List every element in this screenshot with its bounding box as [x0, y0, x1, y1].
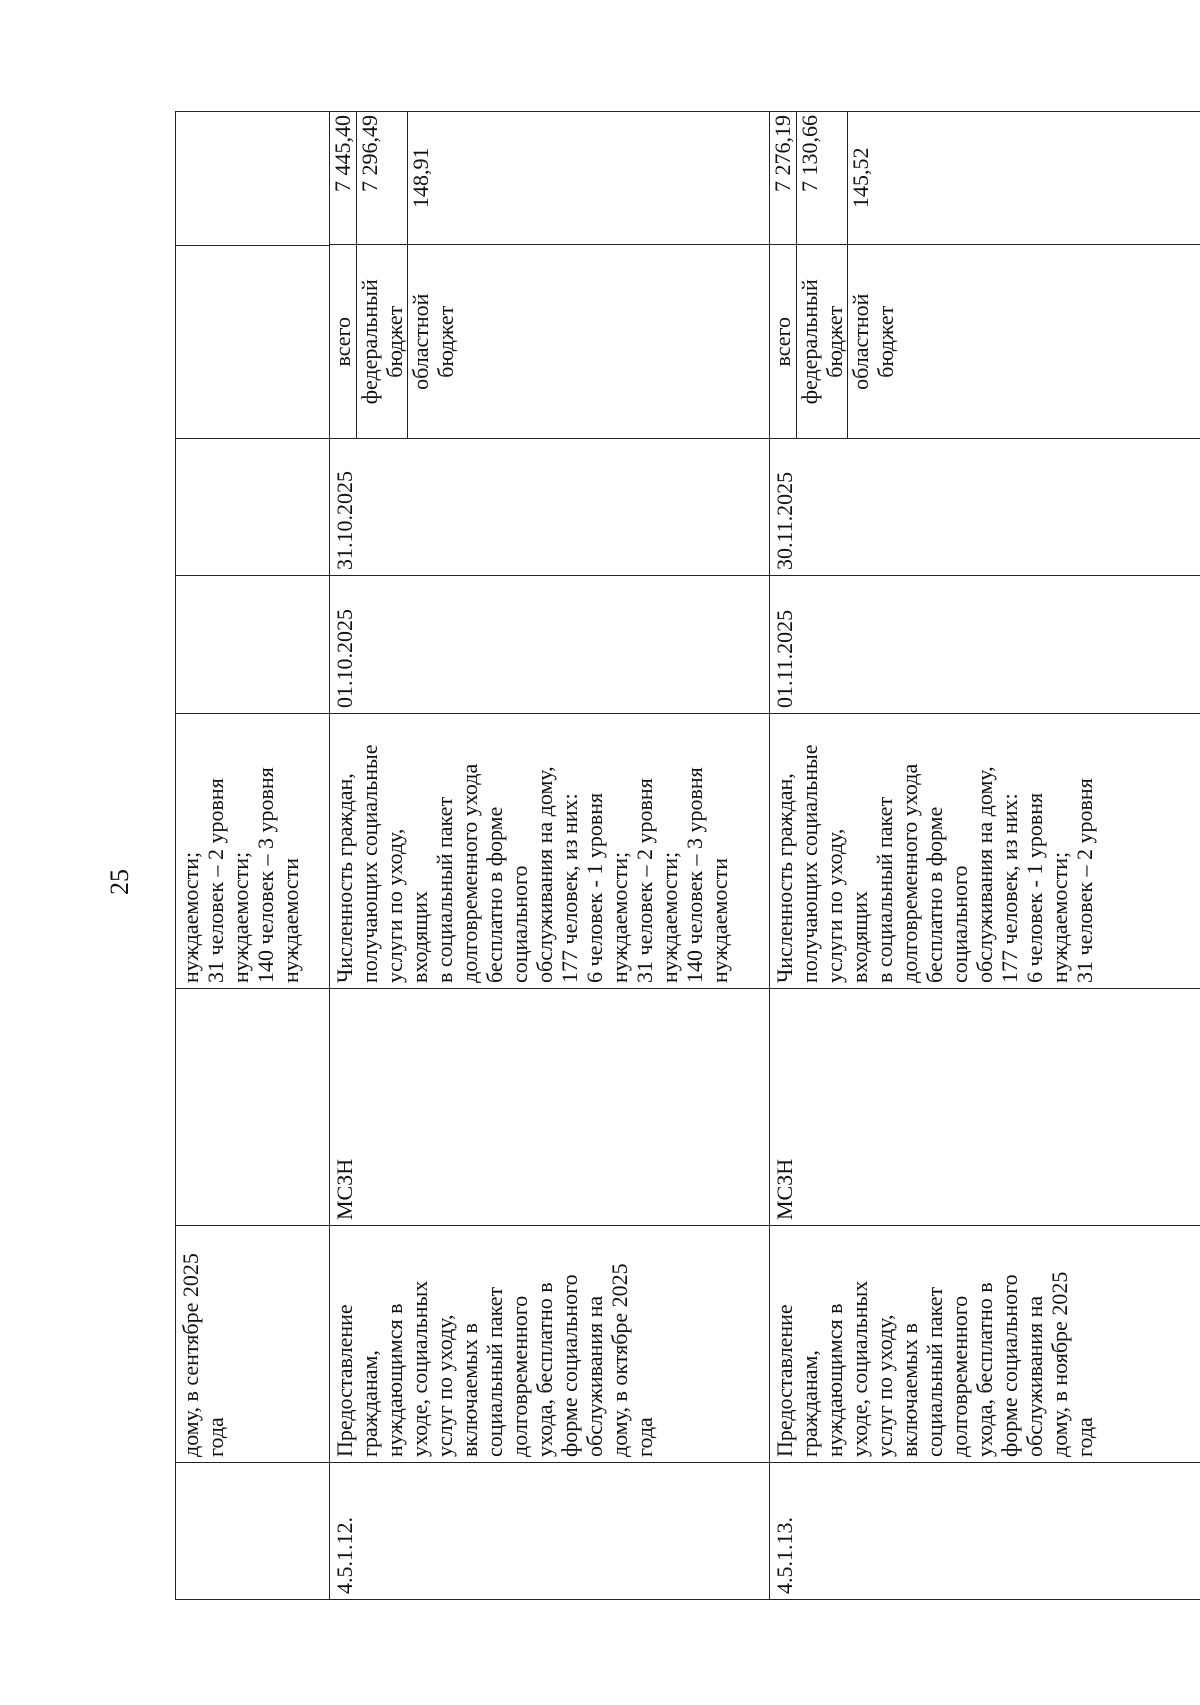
start-date-cell [176, 576, 330, 714]
event-cell: Предоставление гражданам, нуждающимся в уходе, социальных услуг по уходу, включаемых в социальный пакет долговременного ухода, бесплатно в форме социального обслуживания на дому, в октябре 2025 года [330, 1226, 770, 1463]
funding-source-total: всего [770, 245, 796, 438]
funding-source-regional: областной бюджет [407, 245, 769, 438]
funding-source-cell [176, 246, 330, 439]
row-id-cell [176, 1463, 330, 1600]
funding-amount-total: 7 276,19 [770, 111, 796, 245]
rotated-table-container [175, 112, 1200, 1600]
event-cell: Предоставление гражданам, нуждающимся в уходе, социальных услуг по уходу, включаемых в социальный пакет долговременного ухода, бесплатно в форме социального обслуживания на дому, в ноябре 2025 года [770, 1226, 1200, 1463]
indicator-cell: нуждаемости; 31 человек – 2 уровня нуждаемости; 140 человек – 3 уровня нуждаемости [176, 714, 330, 989]
start-date-cell: 01.10.2025 [330, 576, 770, 714]
funding-amount-regional: 148,91 [407, 111, 769, 245]
start-date-cell: 01.11.2025 [770, 576, 1200, 714]
executor-cell: МСЗН [770, 989, 1200, 1226]
funding-source-total: всего [330, 245, 356, 438]
funding-amount-federal: 7 296,49 [356, 111, 407, 245]
activities-table [175, 111, 1200, 1600]
end-date-cell: 30.11.2025 [770, 439, 1200, 576]
indicator-cell: Численность граждан, получающих социальные услуги по уходу, входящих в социальный пакет долговременного ухода бесплатно в форме социального обслуживания на дому, 177 человек, из них: 6 человек - 1 уровня нуждаемости; 31 человек – 2 уровня [770, 714, 1200, 989]
funding-amount-cell [176, 112, 330, 246]
page-number: 25 [105, 869, 134, 895]
funding-cell [330, 112, 770, 439]
funding-source-federal: федеральный бюджет [356, 245, 407, 438]
table-row [330, 112, 770, 1600]
executor-cell: МСЗН [330, 989, 770, 1226]
indicator-cell: Численность граждан, получающих социальные услуги по уходу, входящих в социальный пакет долговременного ухода бесплатно в форме социального обслуживания на дому, 177 человек, из них: 6 человек - 1 уровня нуждаемости; 31 человек – 2 уровня нуждаемости; 140 человек – 3 уровня нуждаемости [330, 714, 770, 989]
end-date-cell: 31.10.2025 [330, 439, 770, 576]
funding-cell [770, 112, 1200, 439]
funding-subtable [770, 111, 1200, 438]
table-row [770, 112, 1200, 1600]
event-cell: дому, в сентябре 2025 года [176, 1226, 330, 1463]
executor-cell [176, 989, 330, 1226]
funding-amount-total: 7 445,40 [330, 111, 356, 245]
funding-source-federal: федеральный бюджет [796, 245, 847, 438]
funding-subtable [330, 111, 769, 438]
funding-amount-federal: 7 130,66 [796, 111, 847, 245]
funding-source-regional: областной бюджет [847, 245, 1200, 438]
end-date-cell [176, 439, 330, 576]
table-row [176, 112, 330, 1600]
funding-amount-regional: 145,52 [847, 111, 1200, 245]
row-id-cell: 4.5.1.12. [330, 1463, 770, 1600]
row-id-cell: 4.5.1.13. [770, 1463, 1200, 1600]
